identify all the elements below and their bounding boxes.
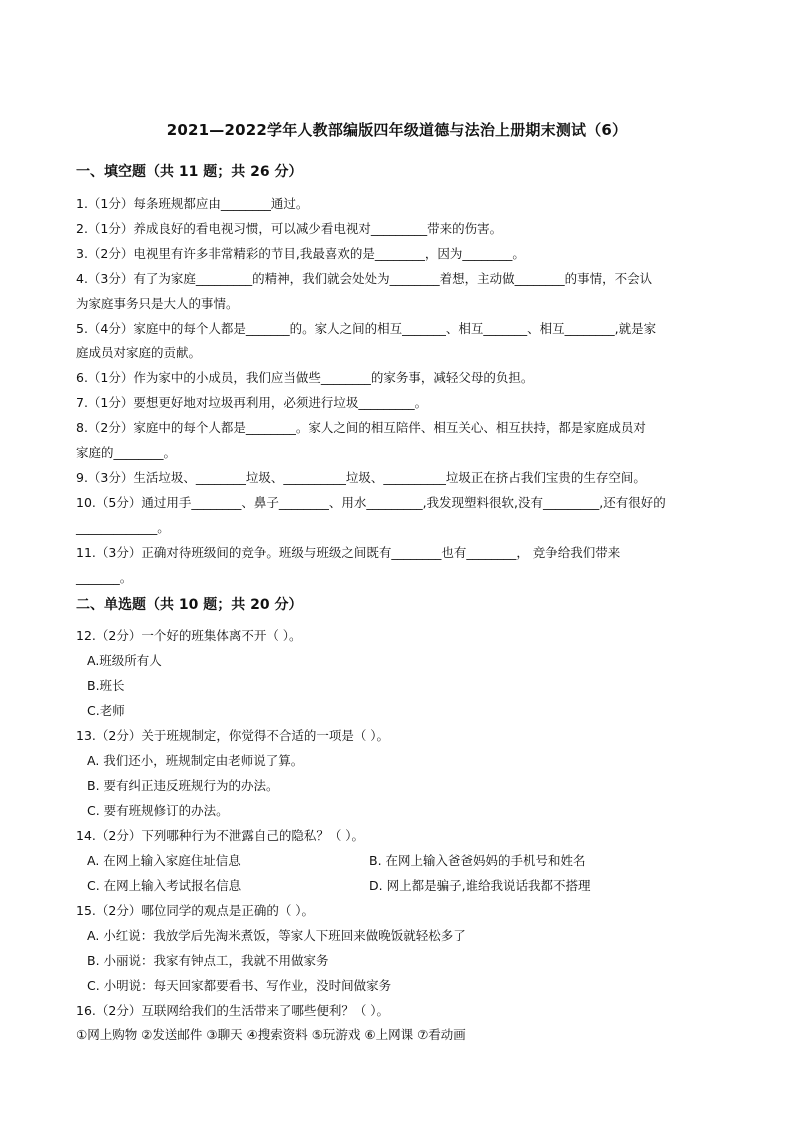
page-title: 2021—2022学年人教部编版四年级道德与法治上册期末测试（6） xyxy=(166,121,628,139)
answer-option: D. 网上都是骗子,谁给我说话我都不搭理 xyxy=(369,878,591,893)
answer-option: B. 在网上输入爸爸妈妈的手机号和姓名 xyxy=(369,853,586,868)
answer-option: B. 小丽说：我家有钟点工，我就不用做家务 xyxy=(87,953,329,968)
question-line: 2.（1分）养成良好的看电视习惯，可以减少看电视对_________带来的伤害。 xyxy=(76,221,503,236)
answer-option: C. 小明说：每天回家都要看书、写作业，没时间做家务 xyxy=(87,978,392,993)
question-line: 4.（3分）有了为家庭_________的精神，我们就会处处为________着想，主动做________的事情，不会认 xyxy=(76,271,653,286)
question-stem: 14.（2分）下列哪种行为不泄露自己的隐私？（ ）。 xyxy=(76,828,365,843)
question-line: 7.（1分）要想更好地对垃圾再利用，必须进行垃圾_________。 xyxy=(76,395,428,410)
question-line: 5.（4分）家庭中的每个人都是_______的。家人之间的相互_______、相互_______、相互________,就是家 xyxy=(76,321,657,336)
question-stem: 13.（2分）关于班规制定，你觉得不合适的一项是（ ）。 xyxy=(76,728,390,743)
question-line: 庭成员对家庭的贡献。 xyxy=(76,345,202,360)
question-line: 为家庭事务只是大人的事情。 xyxy=(76,296,239,311)
answer-option: C. 在网上输入考试报名信息 xyxy=(87,878,242,893)
question-line: _____________。 xyxy=(76,520,170,535)
question-stem: 15.（2分）哪位同学的观点是正确的（ ）。 xyxy=(76,903,315,918)
question-stem: 16.（2分）互联网给我们的生活带来了哪些便利？（ ）。 xyxy=(76,1003,390,1018)
answer-option: C. 要有班规修订的办法。 xyxy=(87,803,229,818)
question-line: 3.（2分）电视里有许多非常精彩的节目,我最喜欢的是________，因为________。 xyxy=(76,246,525,261)
section-heading-single-choice: 二、单选题（共 10 题；共 20 分） xyxy=(76,597,303,613)
question-line: 6.（1分）作为家中的小成员，我们应当做些________的家务事，减轻父母的负担。 xyxy=(76,370,534,385)
question-stem: 12.（2分）一个好的班集体离不开（ ）。 xyxy=(76,628,302,643)
answer-option: C.老师 xyxy=(87,703,125,718)
question-line: _______。 xyxy=(76,570,133,585)
question-line: 10.（5分）通过用手________、鼻子________、用水_________,我发现塑料很软,没有_________,还有很好的 xyxy=(76,495,666,510)
question-line: 8.（2分）家庭中的每个人都是________。家人之间的相互陪伴、相互关心、相互扶持，都是家庭成员对 xyxy=(76,420,646,435)
answer-option: B.班长 xyxy=(87,678,125,693)
answer-option: B. 要有纠正违反班规行为的办法。 xyxy=(87,778,279,793)
answer-items: ①网上购物 ②发送邮件 ③聊天 ④搜索资料 ⑤玩游戏 ⑥上网课 ⑦看动画 xyxy=(76,1027,466,1042)
question-line: 家庭的________。 xyxy=(76,445,177,460)
question-line: 9.（3分）生活垃圾、________垃圾、__________垃圾、__________垃圾正在挤占我们宝贵的生存空间。 xyxy=(76,470,646,485)
question-line: 11.（3分）正确对待班级间的竞争。班级与班级之间既有________也有________， 竞争给我们带来 xyxy=(76,545,621,560)
answer-option: A. 小红说：我放学后先淘米煮饭，等家人下班回来做晚饭就轻松多了 xyxy=(87,928,466,943)
answer-option: A. 在网上输入家庭住址信息 xyxy=(87,853,241,868)
answer-option: A. 我们还小，班规制定由老师说了算。 xyxy=(87,753,304,768)
answer-option: A.班级所有人 xyxy=(87,653,162,668)
section-heading-fill-blank: 一、填空题（共 11 题；共 26 分） xyxy=(76,164,303,180)
question-line: 1.（1分）每条班规都应由________通过。 xyxy=(76,196,309,211)
